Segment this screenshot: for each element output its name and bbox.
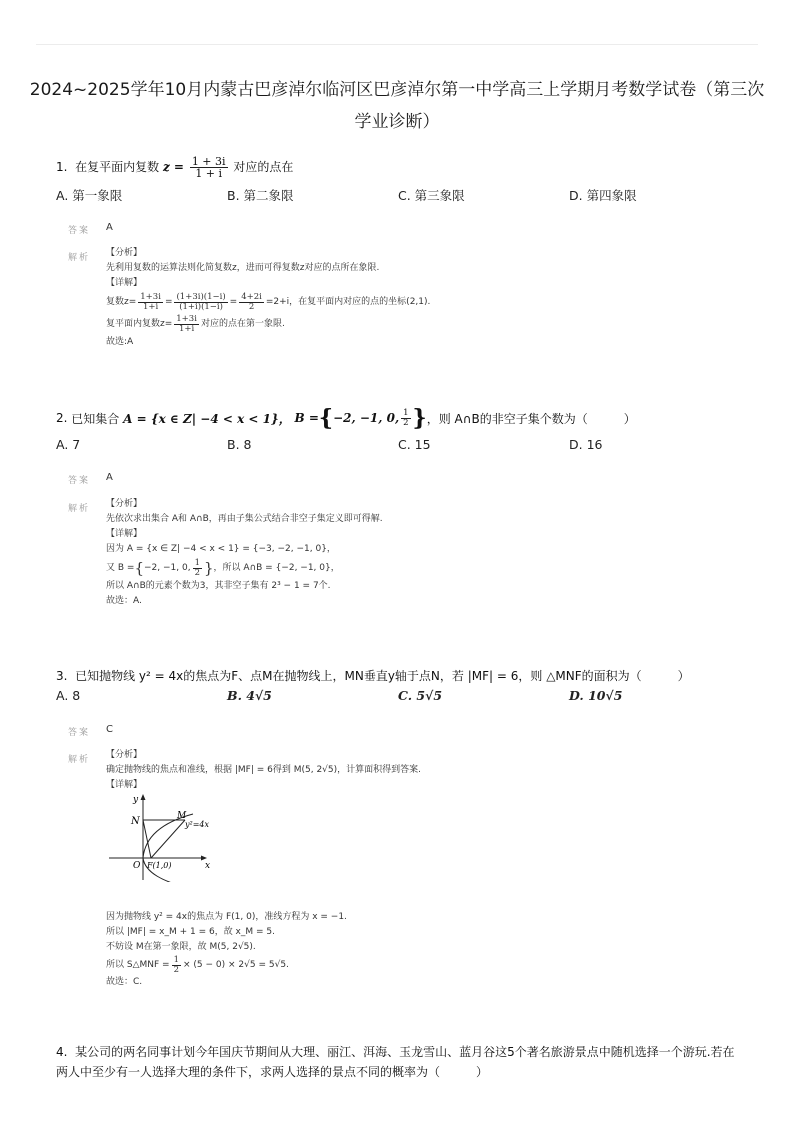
q3-exp-heading-detail: 【详解】 [106, 780, 143, 790]
q2-exp-set-a: 因为 A = {x ∈ Z| −4 < x < 1} = {−3, −2, −1, 0}， [106, 544, 336, 554]
question-2-set-a: A = {x ∈ Z| −4 < x < 1}， [123, 411, 291, 426]
parabola-graph [105, 792, 215, 882]
segment-mf [151, 820, 185, 858]
q2-exp-heading-analysis: 【分析】 [106, 499, 143, 509]
question-3 [56, 667, 690, 684]
q2-exp-heading-detail: 【详解】 [106, 529, 143, 539]
q1-explanation [106, 246, 430, 350]
x-axis-arrow [201, 856, 207, 861]
q2-option-b[interactable]: B. 8 [227, 437, 252, 452]
q2-option-a[interactable]: A. 7 [56, 437, 81, 452]
q3-option-d[interactable]: D. 10√5 [569, 688, 623, 703]
question-1-fraction: $\frac{1 + 3i}{1 + i}$ [191, 155, 226, 180]
question-2-fraction: $\frac{1}{2}$ [403, 408, 409, 428]
q2-exp-choice: 故选：A. [106, 596, 142, 606]
question-1-z: z = [162, 160, 184, 174]
q1-answer-label: 答案 [68, 226, 91, 236]
graph-label-m: M [177, 811, 187, 821]
question-1 [56, 156, 293, 179]
q3-exp-area: 所以 S△MNF = $\frac{1}{2}$ × (5 − 0) × 2√5 = 5√5. [106, 955, 289, 975]
question-1-text-pre: 在复平面内复数 [75, 160, 160, 174]
header-divider [36, 44, 758, 45]
question-4-line-1 [56, 1043, 735, 1060]
q1-exp-choice: 故选:A [106, 337, 134, 347]
graph-label-f: F(1,0) [147, 861, 172, 870]
question-2-text-pre: 已知集合 [71, 411, 120, 426]
question-3-text: 已知抛物线 y² = 4x的焦点为F、点M在抛物线上，MN垂直y轴于点N，若 |MF| = 6，则 △MNF的面积为（ ） [75, 669, 690, 683]
graph-label-x: x [205, 861, 211, 871]
q2-exp-set-b: 又 B = { −2, −1, 0, $\frac{1}{2}$ } ，所以 A∩B = {−2, −1, 0}， [106, 558, 340, 578]
q1-option-a[interactable]: A. 第一象限 [56, 188, 123, 203]
question-1-text-post: 对应的点在 [233, 160, 294, 174]
question-1-number: 1. [56, 160, 68, 174]
q3-option-a[interactable]: A. 8 [56, 688, 81, 703]
q3-exp-focus: 因为抛物线 y² = 4x的焦点为 F(1, 0)，准线方程为 x = −1. [106, 912, 347, 922]
q3-option-c[interactable]: C. 5√5 [398, 688, 443, 703]
q3-answer-value: C [106, 724, 113, 735]
q3-explanation-bottom [106, 910, 347, 990]
question-4-line-2: 两人中至少有一人选择大理的条件下，求两人选择的景点不同的概率为（ ） [56, 1065, 489, 1079]
q3-option-b[interactable]: B. 4√5 [227, 688, 272, 703]
y-axis-arrow [141, 794, 146, 800]
paper-title: 2024~2025学年10月内蒙古巴彦淖尔临河区巴彦淖尔第一中学高三上学期月考数学试卷（第三次学业诊断） [29, 80, 765, 132]
q1-option-d[interactable]: D. 第四象限 [569, 188, 637, 203]
question-2-number: 2. [56, 411, 68, 425]
q2-exp-line: 先依次求出集合 A和 A∩B，再由子集公式结合非空子集定义即可得解. [106, 514, 383, 524]
q1-exp-fraction-2: $\frac{(1+3i)(1-i)}{(1+i)(1-i)}$ [176, 292, 226, 312]
q2-explanation [106, 497, 383, 609]
q2-answer-label: 答案 [68, 476, 91, 486]
q1-option-b[interactable]: B. 第二象限 [227, 188, 294, 203]
q1-exp-conclusion: 复平面内复数z= $\frac{1+3i}{1+i}$ 对应的点在第一象限. [106, 314, 285, 334]
graph-label-curve: y²=4x [185, 820, 210, 829]
question-2: 2. 已知集合 A = {x ∈ Z| −4 < x < 1}， B = { −2, −1, 0, $\frac{1}{2}$ } ，则 A∩B的非空子集个数为（ ） [56, 405, 636, 431]
q1-exp-heading-detail: 【详解】 [106, 278, 143, 288]
question-3-number: 3. [56, 669, 68, 683]
q1-exp-fraction-3: $\frac{4+2i}{2}$ [241, 292, 262, 312]
q3-exp-choice: 故选：C. [106, 977, 143, 987]
graph-label-n: N [131, 816, 140, 827]
q3-answer-label: 答案 [68, 728, 91, 738]
q3-exp-point-m: 不妨设 M在第一象限，故 M(5, 2√5). [106, 942, 256, 952]
q2-answer-value: A [106, 472, 113, 483]
question-2-set-b-list: −2, −1, 0, [333, 411, 400, 425]
q1-answer-value: A [106, 222, 113, 233]
q2-exp-count: 所以 A∩B的元素个数为3，其非空子集有 2³ − 1 = 7个. [106, 581, 331, 591]
question-2-text-post: ，则 A∩B的非空子集个数为（ ） [426, 411, 636, 426]
q1-exp-fraction-4: $\frac{1+3i}{1+i}$ [176, 314, 197, 334]
q1-exp-equation: 复数z= $\frac{1+3i}{1+i}$ = $\frac{(1+3i)(1-i)}{(1+i)(1-i)}$ = $\frac{4+2i}{2}$ =2+i，在复平面内对应的点的坐标(2,1). [106, 292, 431, 312]
q2-option-c[interactable]: C. 15 [398, 437, 431, 452]
q3-explanation-top [106, 748, 421, 793]
q2-option-d[interactable]: D. 16 [569, 437, 603, 452]
graph-label-y: y [133, 795, 139, 805]
question-4-number: 4. [56, 1045, 68, 1059]
q3-exp-line: 确定抛物线的焦点和准线，根据 |MF| = 6得到 M(5, 2√5)，计算面积得到答案. [106, 765, 422, 775]
q1-exp-line: 先利用复数的运算法则化简复数z，进而可得复数z对应的点所在象限. [106, 263, 380, 273]
q3-exp-heading-analysis: 【分析】 [106, 750, 143, 760]
q3-analysis-label: 解析 [68, 755, 91, 765]
q2-exp-fraction: $\frac{1}{2}$ [194, 558, 200, 578]
question-2-set-b-label: B = [294, 411, 319, 425]
q2-analysis-label: 解析 [68, 504, 91, 514]
q3-exp-fraction: $\frac{1}{2}$ [173, 955, 179, 975]
q1-exp-heading-analysis: 【分析】 [106, 248, 143, 258]
question-4-text: 某公司的两名同事计划今年国庆节期间从大理、丽江、洱海、玉龙雪山、蓝月谷这5个著名旅游景点中随机选择一个游玩.若在 [75, 1045, 735, 1059]
q3-exp-distance: 所以 |MF| = x_M + 1 = 6，故 x_M = 5. [106, 927, 276, 937]
q1-option-c[interactable]: C. 第三象限 [398, 188, 465, 203]
graph-label-o: O [133, 861, 141, 871]
q1-exp-fraction-1: $\frac{1+3i}{1+i}$ [140, 292, 161, 312]
q1-analysis-label: 解析 [68, 253, 91, 263]
